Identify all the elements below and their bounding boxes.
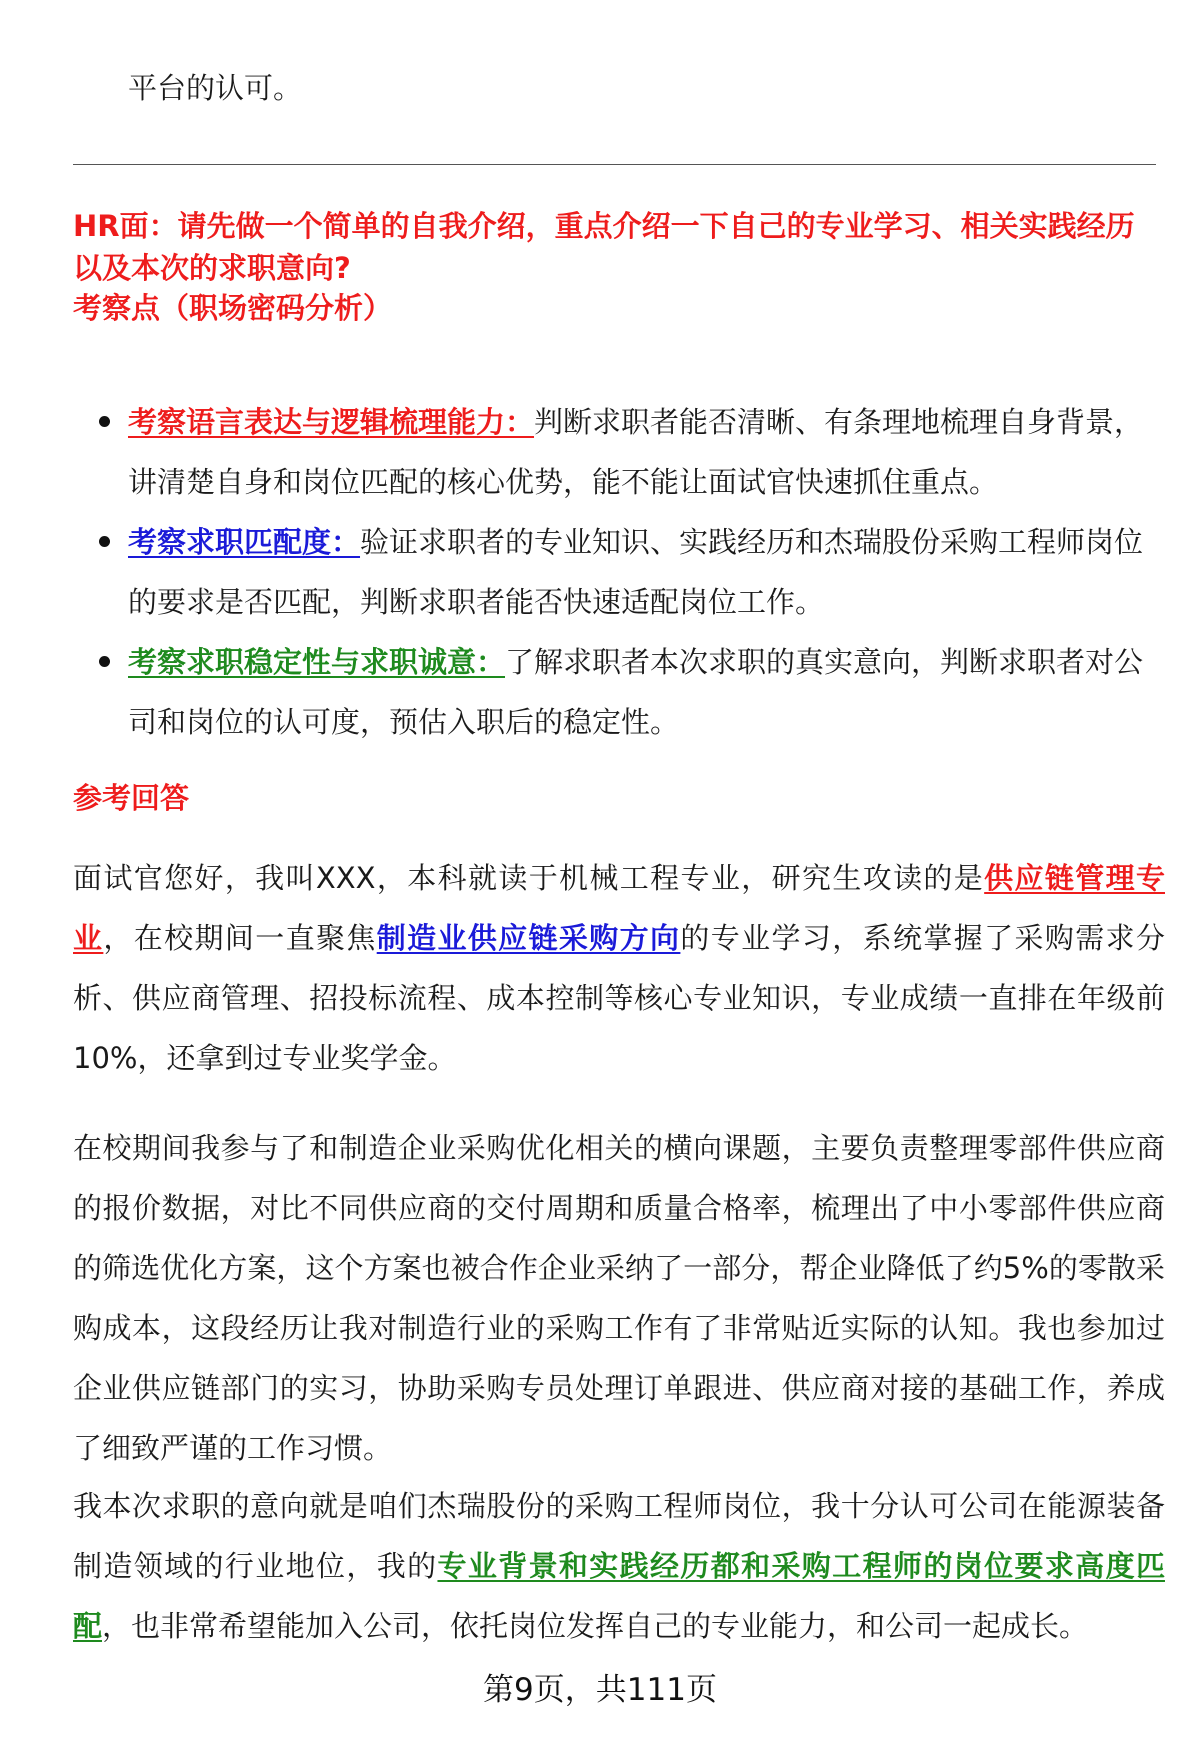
assessment-point [73, 512, 1163, 632]
point-label: 考察求职匹配度： [128, 525, 361, 559]
answer-paragraph-2: 在校期间我参与了和制造企业采购优化相关的横向课题，主要负责整理零部件供应商的报价数据，对比不同供应商的交付周期和质量合格率，梳理出了中小零部件供应商的筛选优化方案，这个方案也被合作企业采纳了一部分，帮企业降低了约5%的零散采购成本，这段经历让我对制造行业的采购工作有了非常贴近实际的认知。我也参加过企业供应链部门的实习，协助采购专员处理订单跟进、供应商对接的基础工作，养成了细致严谨的工作习惯。 [73, 1131, 1165, 1465]
point-label: 考察语言表达与逻辑梳理能力： [128, 405, 535, 439]
assessment-point [73, 392, 1163, 512]
bullet-icon [99, 656, 110, 667]
point-label: 考察求职稳定性与求职诚意： [128, 645, 506, 679]
assessment-title: 考察点（职场密码分析） [73, 291, 393, 325]
bullet-icon [99, 536, 110, 547]
assessment-point [73, 632, 1163, 752]
answer-keyword: 专业背景和实践经历都和采购工程师的岗位要求高度匹配 [73, 1549, 1165, 1643]
assessment-points-list [73, 392, 1163, 752]
point-text: 验证求职者的专业知识、实践经历和杰瑞股份采购工程师岗位的要求是否匹配，判断求职者能否快速适配岗位工作。 [128, 525, 1144, 619]
answer-keyword: 制造业供应链采购方向 [376, 921, 681, 955]
answer-text: 我本次求职的意向就是咱们杰瑞股份的采购工程师岗位，我十分认可公司在能源装备制造领域的行业地位，我的 [73, 1489, 1165, 1583]
answer-text: ，也非常希望能加入公司，依托岗位发挥自己的专业能力，和公司一起成长。 [102, 1609, 1089, 1643]
answer-text: 的专业学习，系统掌握了采购需求分析、供应商管理、招投标流程、成本控制等核心专业知识，专业成绩一直排在年级前10%，还拿到过专业奖学金。 [73, 921, 1165, 1075]
answer-title: 参考回答 [73, 781, 190, 815]
point-text: 了解求职者本次求职的真实意向，判断求职者对公司和岗位的认可度，预估入职后的稳定性。 [128, 645, 1144, 739]
answer-text: ，在校期间一直聚焦 [103, 921, 377, 955]
interview-question: HR面：请先做一个简单的自我介绍，重点介绍一下自己的专业学习、相关实践经历以及本次的求职意向? [73, 209, 1135, 285]
answer-paragraph-3 [73, 1476, 1165, 1656]
answer-text: 面试官您好，我叫XXX，本科就读于机械工程专业，研究生攻读的是 [73, 861, 985, 895]
bullet-icon [99, 416, 110, 427]
answer-paragraph-1 [73, 848, 1165, 1088]
carryover-text: 平台的认可。 [128, 71, 303, 105]
point-text: 判断求职者能否清晰、有条理地梳理自身背景，讲清楚自身和岗位匹配的核心优势，能不能让面试官快速抓住重点。 [128, 405, 1144, 499]
answer-keyword: 供应链管理专业 [73, 861, 1165, 955]
page-footer: 第9页，共111页 [483, 1672, 717, 1708]
section-divider [73, 164, 1156, 165]
